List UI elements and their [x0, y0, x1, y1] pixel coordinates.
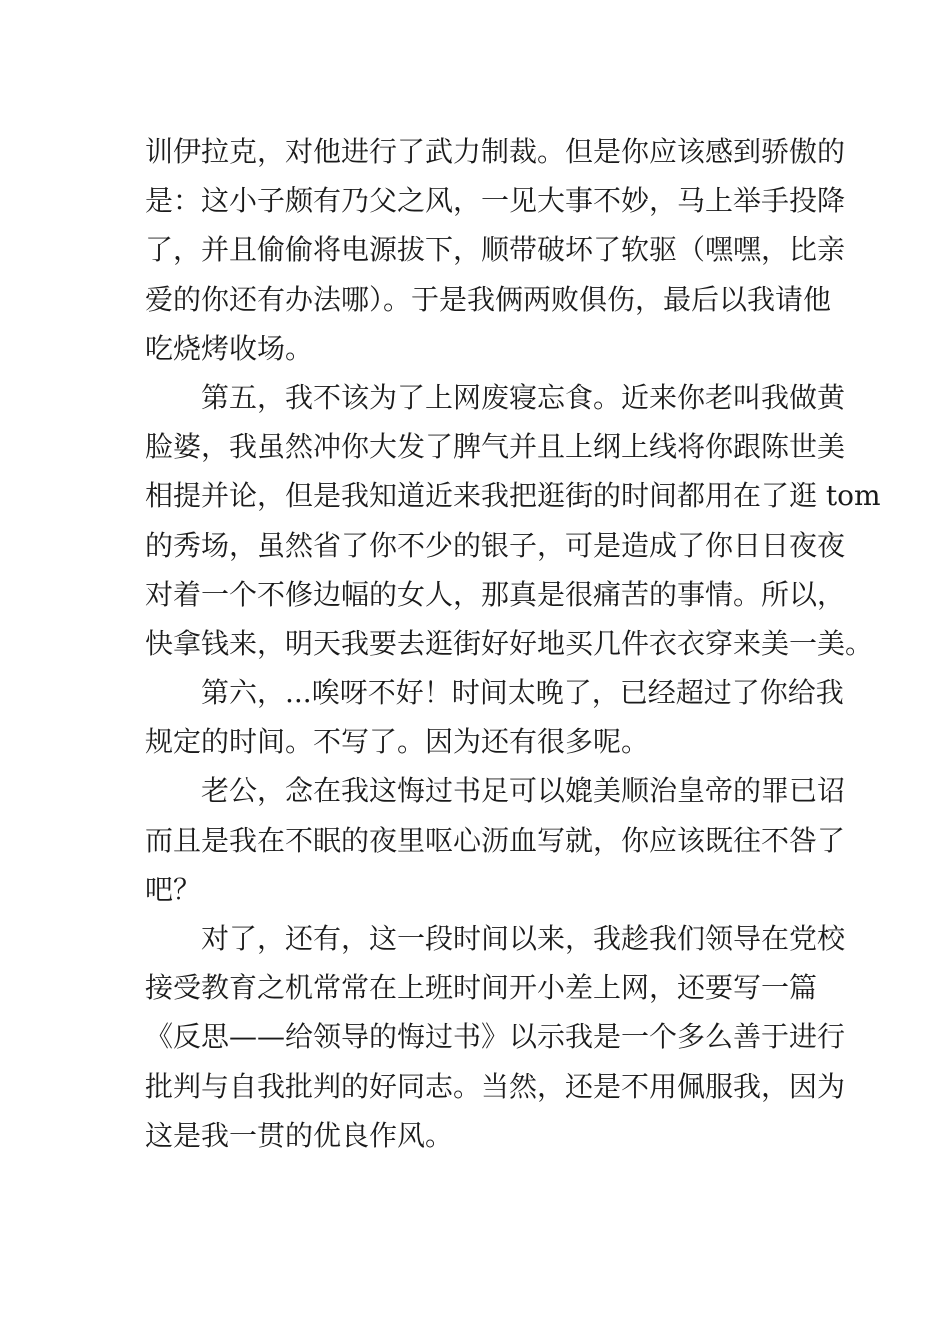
text-line: 了，并且偷偷将电源拔下，顺带破坏了软驱（嘿嘿，比亲	[145, 233, 846, 267]
paragraph-first-line: 第六，...唉呀不好！时间太晚了，已经超过了你给我	[201, 676, 844, 710]
text-line: 《反思——给领导的悔过书》以示我是一个多么善于进行	[145, 1020, 846, 1054]
text-line: 批判与自我批判的好同志。当然，还是不用佩服我，因为	[145, 1069, 846, 1103]
paragraph-first-line: 第五，我不该为了上网废寝忘食。近来你老叫我做黄	[201, 380, 846, 414]
text-line: 吃烧烤收场。	[145, 331, 314, 365]
text-line: 接受教育之机常常在上班时间开小差上网，还要写一篇	[145, 971, 818, 1005]
text-line: 爱的你还有办法哪）。于是我俩两败俱伤，最后以我请他	[145, 282, 832, 316]
text-line: 快拿钱来，明天我要去逛街好好地买几件衣衣穿来美一美。	[145, 626, 874, 660]
text-line: 是：这小子颇有乃父之风，一见大事不妙，马上举手投降	[145, 184, 846, 218]
text-line: 训伊拉克，对他进行了武力制裁。但是你应该感到骄傲的	[145, 135, 846, 168]
paragraph-first-line: 老公，念在我这悔过书足可以媲美顺治皇帝的罪已诏	[201, 774, 846, 808]
text-line: 吧？	[145, 872, 202, 906]
document-body	[145, 127, 881, 1160]
paragraph-first-line: 对了，还有，这一段时间以来，我趁我们领导在党校	[201, 922, 846, 955]
text-line: 这是我一贯的优良作风。	[145, 1118, 454, 1152]
text-line: 而且是我在不眠的夜里呕心沥血写就，你应该既往不咎了	[145, 823, 846, 857]
text-line: 的秀场，虽然省了你不少的银子，可是造成了你日日夜夜	[145, 528, 846, 562]
text-line: 对着一个不修边幅的女人，那真是很痛苦的事情。所以，	[145, 577, 846, 611]
text-line: 规定的时间。不写了。因为还有很多呢。	[145, 725, 650, 759]
text-line: 脸婆，我虽然冲你大发了脾气并且上纲上线将你跟陈世美	[145, 430, 846, 464]
text-line: 相提并论，但是我知道近来我把逛街的时间都用在了逛 tom	[145, 479, 881, 513]
